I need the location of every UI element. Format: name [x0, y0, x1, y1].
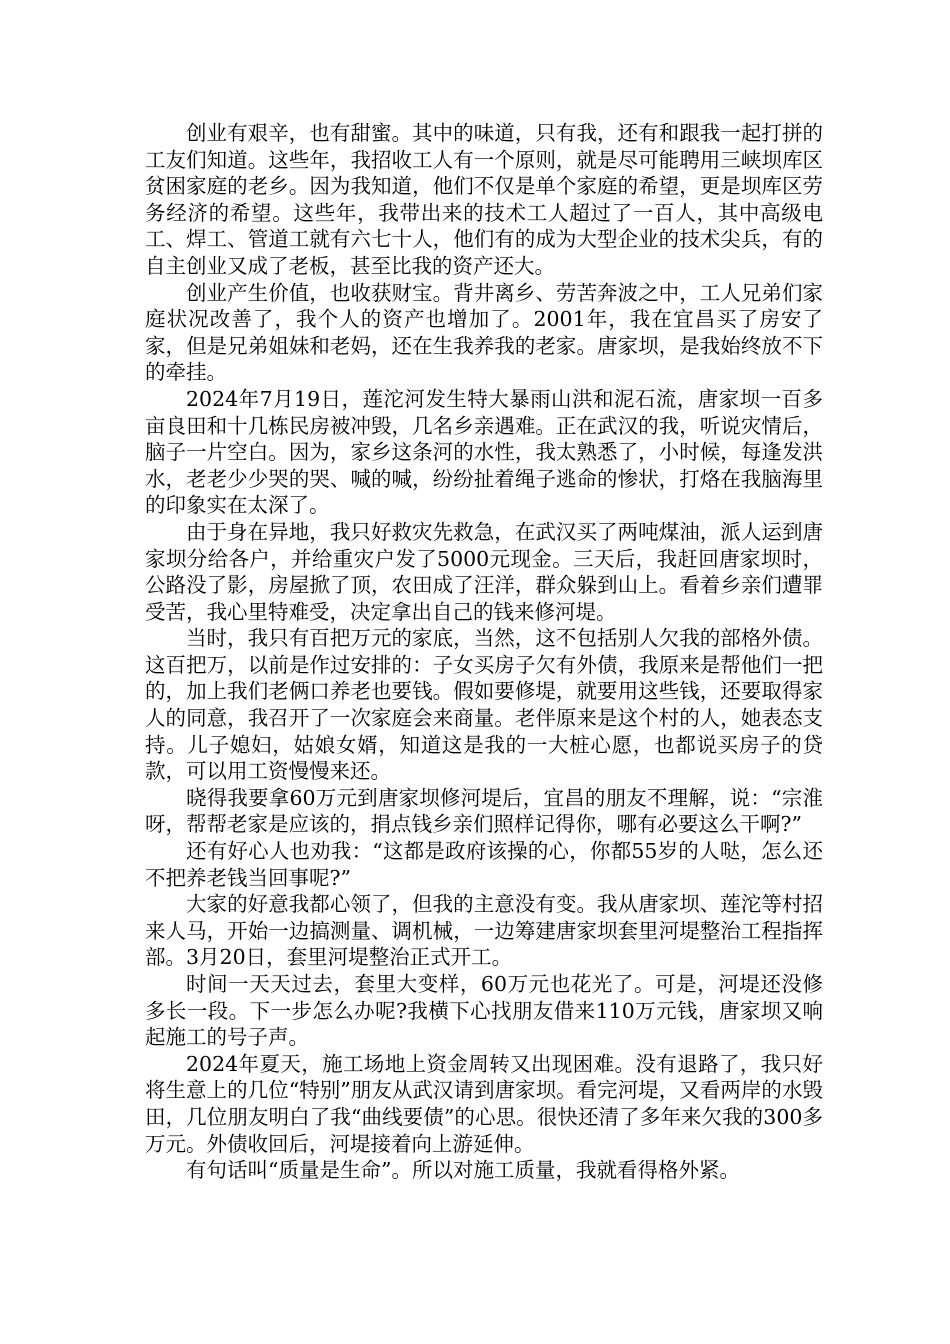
paragraph-6: 晓得我要拿60万元到唐家坝修河堤后，宜昌的朋友不理解，说：“宗淮呀，帮帮老家是应该的，捐点钱乡亲们照样记得你，哪有必要这么干啊?”: [145, 785, 823, 837]
paragraph-7: 还有好心人也劝我：“这都是政府该操的心，你都55岁的人哒，怎么还不把养老钱当回事呢?”: [145, 839, 823, 890]
paragraph-2: 创业产生价值，也收获财宝。背井离乡、劳苦奔波之中，工人兄弟们家庭状况改善了，我个人的资产也增加了。2001年，我在宜昌买了房安了家，但是兄弟姐妹和老妈，还在生我养我的老家。唐家坝，是我始终放不下的牵挂。: [145, 280, 823, 385]
paragraph-5: 当时，我只有百把万元的家底，当然，这不包括别人欠我的部格外债。这百把万，以前是作过安排的：子女买房子欠有外债，我原来是帮他们一把的，加上我们老俩口养老也要钱。假如要修堤，就要用这些钱，还要取得家人的同意，我召开了一次家庭会来商量。老伴原来是这个村的人，她表态支持。儿子媳妇，姑娘女婿，知道这是我的一大桩心愿，也都说买房子的贷款，可以用工资慢慢来还。: [145, 626, 823, 784]
paragraph-1: 创业有艰辛，也有甜蜜。其中的味道，只有我，还有和跟我一起打拼的工友们知道。这些年，我招收工人有一个原则，就是尽可能聘用三峡坝库区贫困家庭的老乡。因为我知道，他们不仅是单个家庭的希望，更是坝库区劳务经济的希望。这些年，我带出来的技术工人超过了一百人，其中高级电工、焊工、管道工就有六七十人，他们有的成为大型企业的技术尖兵，有的自主创业又成了老板，甚至比我的资产还大。: [145, 121, 823, 278]
paragraph-10: 2024年夏天，施工场地上资金周转又出现困难。没有退路了，我只好将生意上的几位“特别”朋友从武汉请到唐家坝。看完河堤，又看两岸的水毁田，几位朋友明白了我“曲线要债”的心思。很快还清了多年来欠我的300多万元。外债收回后，河堤接着向上游延伸。: [145, 1051, 823, 1156]
document-body: [145, 120, 823, 1184]
paragraph-8: 大家的好意我都心领了，但我的主意没有变。我从唐家坝、莲沱等村招来人马，开始一边搞测量、调机械，一边筹建唐家坝套里河堤整治工程指挥部。3月20日，套里河堤整治正式开工。: [145, 892, 823, 970]
paragraph-4: 由于身在异地，我只好救灾先救急，在武汉买了两吨煤油，派人运到唐家坝分给各户，并给重灾户发了5000元现金。三天后，我赶回唐家坝时，公路没了影，房屋掀了顶，农田成了汪洋，群众躲到山上。看着乡亲们遭罪受苦，我心里特难受，决定拿出自己的钱来修河堤。: [145, 519, 823, 624]
paragraph-9: 时间一天天过去，套里大变样，60万元也花光了。可是，河堤还没修多长一段。下一步怎么办呢?我横下心找朋友借来110万元钱，唐家坝又响起施工的号子声。: [145, 972, 823, 1050]
paragraph-3: 2024年7月19日，莲沱河发生特大暴雨山洪和泥石流，唐家坝一百多亩良田和十几栋民房被冲毁，几名乡亲遇难。正在武汉的我，听说灾情后，脑子一片空白。因为，家乡这条河的水性，我太熟悉了，小时候，每逢发洪水，老老少少哭的哭、喊的喊，纷纷扯着绳子逃命的惨状，打烙在我脑海里的印象实在太深了。: [145, 386, 823, 518]
paragraph-11: 有句话叫“质量是生命”。所以对施工质量，我就看得格外紧。: [186, 1158, 740, 1183]
